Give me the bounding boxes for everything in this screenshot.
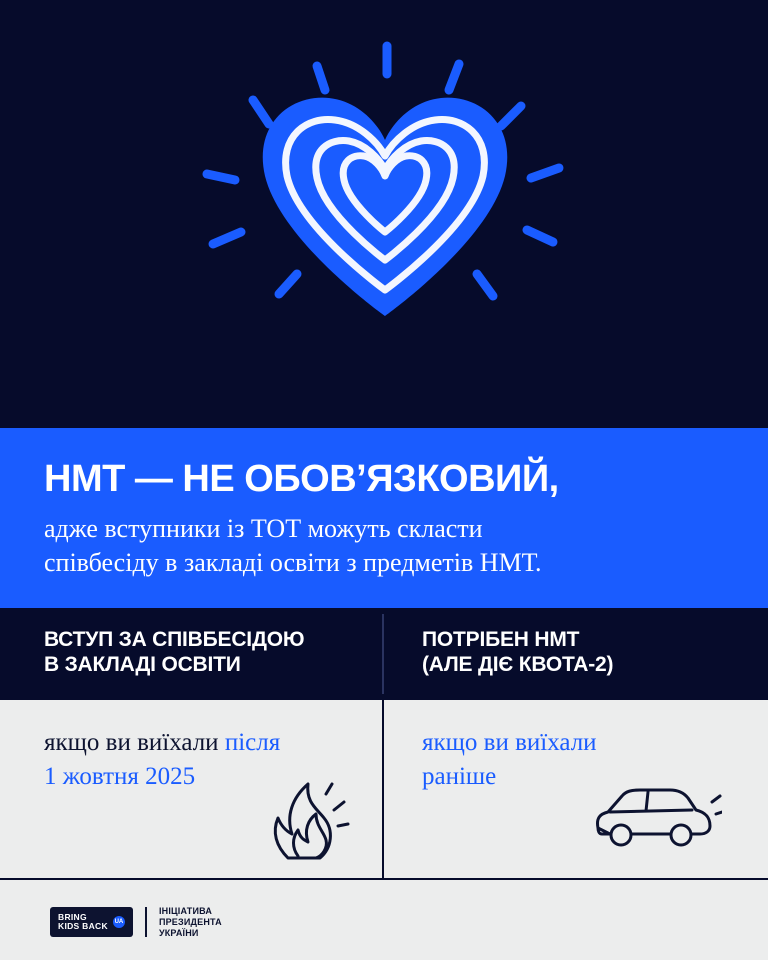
initiative-line1: ІНІЦІАТИВА — [158, 906, 213, 916]
condition-left-prefix: якщо ви виїхали — [44, 729, 225, 756]
initiative-line3: УКРАЇНИ — [158, 927, 199, 938]
column-heading-right — [384, 608, 768, 700]
column-heading-right-line2: (АЛЕ ДІЄ КВОТА-2) — [422, 652, 614, 676]
footer-divider — [145, 907, 147, 937]
heart-illustration — [149, 28, 619, 358]
condition-right-second-line: раніше — [422, 762, 497, 790]
fire-icon — [258, 776, 350, 862]
condition-left-date: 1 жовтня 2025 — [44, 762, 196, 790]
column-heading-left-line1: ВСТУП ЗА СПІВБЕСІДОЮ — [44, 628, 305, 651]
column-headings — [0, 608, 768, 700]
ua-badge-icon: UA — [113, 916, 125, 928]
initiative-line2: ПРЕЗИДЕНТА — [158, 916, 222, 927]
logo-line1: BRING — [58, 912, 87, 923]
condition-left — [0, 700, 384, 878]
logo-line2: KIDS BACK — [58, 921, 108, 932]
headline-subtitle-line1: адже вступники із ТОТ можуть скласти — [44, 513, 483, 543]
footer-branding — [0, 880, 768, 938]
bring-kids-back-logo — [50, 907, 133, 937]
logo-wordmark — [58, 913, 108, 931]
conditions-row — [0, 700, 768, 878]
footer — [0, 878, 768, 960]
headline-subtitle-line2: співбесіду в закладі освіти з предметів НМТ. — [44, 548, 542, 578]
condition-right — [384, 700, 768, 878]
hero-section — [0, 0, 768, 428]
headline-title: НМТ — НЕ ОБОВ’ЯЗКОВИЙ, — [44, 458, 559, 500]
headline-band — [0, 428, 768, 608]
initiative-text — [159, 906, 222, 938]
column-heading-left — [0, 608, 384, 700]
column-heading-right-line1: ПОТРІБЕН НМТ — [422, 628, 580, 651]
condition-right-prefix: якщо ви виїхали — [422, 729, 597, 756]
car-icon — [592, 784, 722, 850]
headline-subtitle — [44, 512, 724, 581]
condition-left-highlight: після — [224, 729, 281, 756]
column-heading-left-line2: В ЗАКЛАДІ ОСВІТИ — [44, 652, 241, 676]
